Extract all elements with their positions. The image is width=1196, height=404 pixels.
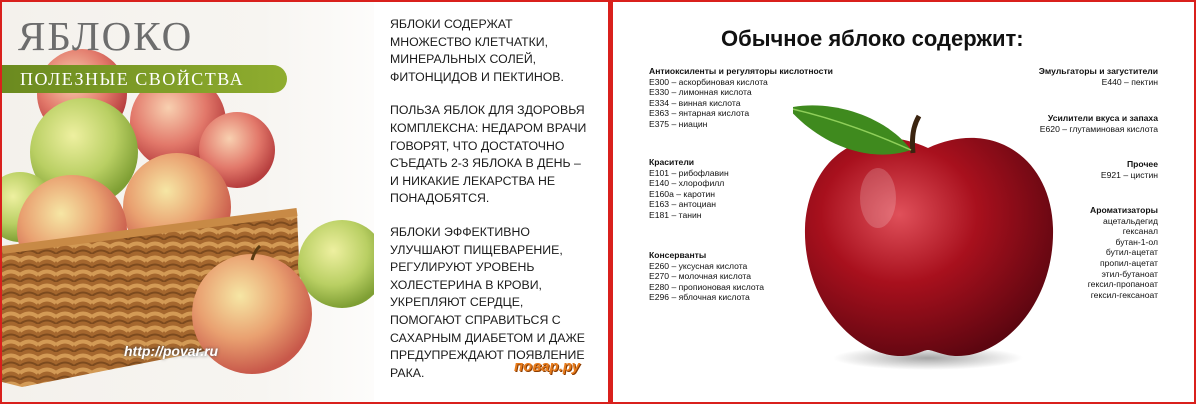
apple-basket-photo — [2, 2, 374, 402]
additive-item: Е101 – рибофлавин — [649, 167, 729, 178]
additive-item: Е296 – яблочная кислота — [649, 292, 750, 303]
additive-item: Е921 – цистин — [1100, 169, 1158, 180]
other-group — [1101, 159, 1158, 180]
additive-item: Е440 – пектин — [1101, 76, 1158, 87]
additive-item: Е181 – танин — [649, 209, 702, 220]
additive-item: Е375 – ниацин — [649, 118, 708, 129]
colors-group — [649, 157, 729, 221]
additive-item: Е270 – молочная кислота — [649, 271, 752, 282]
benefits-text — [390, 16, 588, 398]
group-heading: Красители — [649, 157, 695, 167]
group-heading: Антиоксиленты и регуляторы кислотности — [649, 66, 833, 76]
additive-item: Е140 – хлорофилл — [649, 178, 725, 189]
additive-item: Е334 – винная кислота — [649, 97, 741, 108]
additive-item: Е160а – каротин — [649, 188, 715, 199]
red-apple-illustration — [793, 78, 1063, 374]
additive-item: Е363 – янтарная кислота — [649, 108, 750, 119]
additive-item: Е280 – пропионовая кислота — [649, 281, 765, 292]
antioxidants-group — [649, 66, 833, 130]
additive-item: гексанал — [1122, 226, 1158, 237]
additive-item: бутил-ацетат — [1105, 247, 1158, 258]
additive-item: Е330 – лимонная кислота — [649, 87, 752, 98]
emulsifiers-group — [1039, 66, 1158, 87]
additive-item: ацетальдегид — [1103, 215, 1158, 226]
group-heading: Эмульгаторы и загустители — [1038, 66, 1158, 76]
povar-logo: повар.ру — [514, 358, 580, 375]
right-panel — [613, 2, 1194, 402]
additive-item: пропил-ацетат — [1099, 257, 1158, 268]
page-title: ЯБЛОКО — [18, 13, 194, 59]
watermark-url: http://povar.ru — [124, 343, 219, 359]
additive-item: этил-бутаноат — [1101, 268, 1158, 279]
flavors-group — [1088, 205, 1158, 300]
benefits-paragraph: ЯБЛОКИ ЭФФЕКТИВНО УЛУЧШАЮТ ПИЩЕВАРЕНИЕ, РЕГУЛИРУЮТ УРОВЕНЬ ХОЛЕСТЕРИНА В КРОВИ, УКРЕПЛЯЮТ СЕРДЦЕ, ПОМОГАЮТ СПРАВИТЬСЯ С САХАРНЫМ ДИАБЕТОМ И ДАЖЕ ПРЕДУПРЕЖДАЮТ ПОЯВЛЕНИЕ РАКА. — [390, 224, 586, 380]
subtitle-ribbon — [2, 65, 287, 93]
benefits-paragraph: ЯБЛОКИ СОДЕРЖАТ МНОЖЕСТВО КЛЕТЧАТКИ, МИНЕРАЛЬНЫХ СОЛЕЙ, ФИТОНЦИДОВ И ПЕКТИНОВ. — [390, 17, 564, 84]
additive-item: гексил-гексаноат — [1090, 289, 1158, 300]
enhancers-group — [1040, 113, 1158, 134]
left-panel — [2, 2, 608, 402]
group-heading: Ароматизаторы — [1090, 205, 1158, 215]
additive-item: бутан-1-ол — [1115, 236, 1158, 247]
additive-item: Е260 – уксусная кислота — [649, 260, 748, 271]
subtitle-label: ПОЛЕЗНЫЕ СВОЙСТВА — [20, 69, 245, 89]
apple-basket-illustration — [2, 2, 374, 402]
group-heading: Консерванты — [649, 250, 707, 260]
additive-item: Е300 – аскорбиновая кислота — [649, 76, 768, 87]
additive-item: Е163 – антоциан — [649, 199, 717, 210]
group-heading: Усилители вкуса и запаха — [1047, 113, 1158, 123]
composition-title: Обычное яблоко содержит: — [721, 26, 1024, 51]
additive-item: гексил-пропаноат — [1087, 279, 1158, 290]
preservatives-group — [649, 250, 764, 303]
additive-item: Е620 – глутаминовая кислота — [1039, 123, 1158, 134]
benefits-paragraph: ПОЛЬЗА ЯБЛОК ДЛЯ ЗДОРОВЬЯ КОМПЛЕКСНА: НЕДАРОМ ВРАЧИ ГОВОРЯТ, ЧТО ДОСТАТОЧНО СЪЕДАТЬ 2-3 ЯБЛОКА В ДЕНЬ – И НИКАКИЕ ЛЕКАРСТВА НЕ ПОНАДОБЯТСЯ. — [390, 103, 587, 206]
group-heading: Прочее — [1126, 159, 1158, 169]
